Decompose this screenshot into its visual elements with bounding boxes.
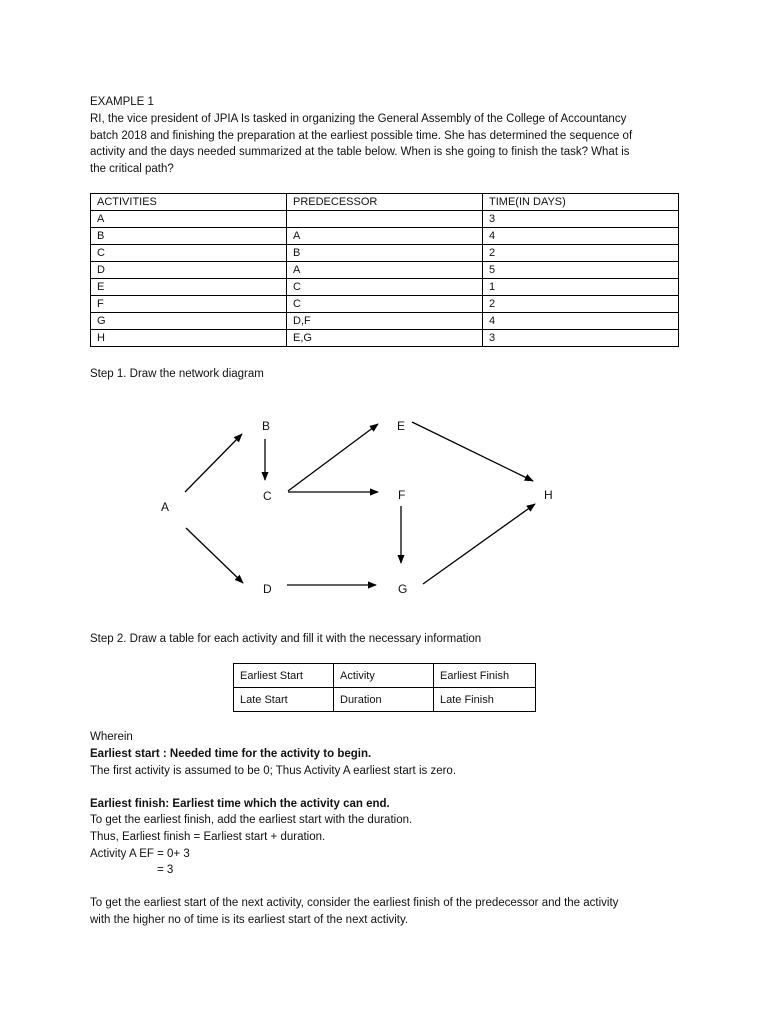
cell-time: 1	[483, 279, 679, 296]
cell-activity: D	[91, 262, 287, 279]
example-title: EXAMPLE 1	[90, 96, 154, 108]
node-g: G	[398, 582, 408, 596]
cell-time: 3	[483, 211, 679, 228]
cell-predecessor: C	[287, 279, 483, 296]
cell-predecessor: A	[287, 228, 483, 245]
problem-line: RI, the vice president of JPIA Is tasked in organizing the General Assembly of the College of Accountancy	[90, 113, 627, 125]
node-h: H	[544, 488, 553, 502]
node-a: A	[161, 500, 170, 514]
cell-predecessor: C	[287, 296, 483, 313]
table-row	[91, 211, 679, 228]
cell-time: 2	[483, 296, 679, 313]
wherein-text: Wherein	[90, 731, 133, 743]
table-row	[91, 262, 679, 279]
legend-late-start: Late Start	[234, 688, 334, 712]
earliest-start-heading: Earliest start : Needed time for the activity to begin.	[90, 748, 372, 760]
node-e: E	[397, 419, 406, 433]
table-row	[91, 330, 679, 347]
legend-late-finish: Late Finish	[434, 688, 536, 712]
table-row	[91, 279, 679, 296]
legend-row	[234, 664, 536, 688]
cell-activity: E	[91, 279, 287, 296]
cell-activity: H	[91, 330, 287, 347]
activity-table	[90, 193, 679, 347]
next-activity-line: To get the earliest start of the next activity, consider the earliest finish of the predecessor and the activity	[90, 897, 619, 909]
cell-time: 4	[483, 228, 679, 245]
legend-row	[234, 688, 536, 712]
cell-time: 3	[483, 330, 679, 347]
node-d: D	[263, 582, 272, 596]
cell-activity: G	[91, 313, 287, 330]
problem-line: activity and the days needed summarized at the table below. When is she going to finish the task? What is	[90, 146, 630, 159]
node-c: C	[263, 489, 272, 503]
step2-text: Step 2. Draw a table for each activity and fill it with the necessary information	[90, 633, 482, 645]
edge-g-h	[423, 504, 535, 584]
step1-text: Step 1. Draw the network diagram	[90, 368, 264, 380]
cell-predecessor: A	[287, 262, 483, 279]
earliest-finish-line: To get the earliest finish, add the earliest start with the duration.	[90, 814, 413, 826]
activity-node-legend	[233, 663, 536, 712]
edge-a-d	[186, 528, 243, 583]
cell-time: 4	[483, 313, 679, 330]
earliest-finish-line: Activity A EF = 0+ 3	[90, 848, 190, 860]
node-b: B	[262, 419, 271, 433]
earliest-start-text: The first activity is assumed to be 0; Thus Activity A earliest start is zero.	[90, 765, 457, 777]
cell-activity: C	[91, 245, 287, 262]
table-row	[91, 245, 679, 262]
table-row	[91, 228, 679, 245]
problem-line: batch 2018 and finishing the preparation at the earliest possible time. She has determined the sequence of	[90, 129, 633, 142]
cell-time: 2	[483, 245, 679, 262]
earliest-finish-result: = 3	[157, 864, 174, 876]
network-diagram	[0, 400, 768, 605]
edge-a-b	[185, 434, 242, 492]
legend-earliest-start: Earliest Start	[234, 664, 334, 688]
cell-predecessor: B	[287, 245, 483, 262]
cell-predecessor: D,F	[287, 313, 483, 330]
node-f: F	[398, 488, 406, 502]
header-predecessor: PREDECESSOR	[287, 194, 483, 211]
table-row	[91, 296, 679, 313]
problem-statement	[90, 111, 680, 177]
legend-activity: Activity	[334, 664, 434, 688]
cell-predecessor: E,G	[287, 330, 483, 347]
edge-e-h	[412, 422, 533, 481]
earliest-finish-heading: Earliest finish: Earliest time which the activity can end.	[90, 798, 390, 810]
earliest-finish-line: Thus, Earliest finish = Earliest start + duration.	[90, 831, 326, 843]
table-row	[91, 313, 679, 330]
cell-time: 5	[483, 262, 679, 279]
problem-line: the critical path?	[90, 162, 174, 175]
legend-duration: Duration	[334, 688, 434, 712]
header-activities: ACTIVITIES	[91, 194, 287, 211]
legend-earliest-finish: Earliest Finish	[434, 664, 536, 688]
cell-activity: A	[91, 211, 287, 228]
cell-activity: F	[91, 296, 287, 313]
edge-c-e	[288, 424, 378, 491]
cell-predecessor	[287, 211, 483, 228]
table-header-row	[91, 194, 679, 211]
header-time: TIME(IN DAYS)	[483, 194, 679, 211]
cell-activity: B	[91, 228, 287, 245]
next-activity-line: with the higher no of time is its earliest start of the next activity.	[90, 914, 409, 926]
